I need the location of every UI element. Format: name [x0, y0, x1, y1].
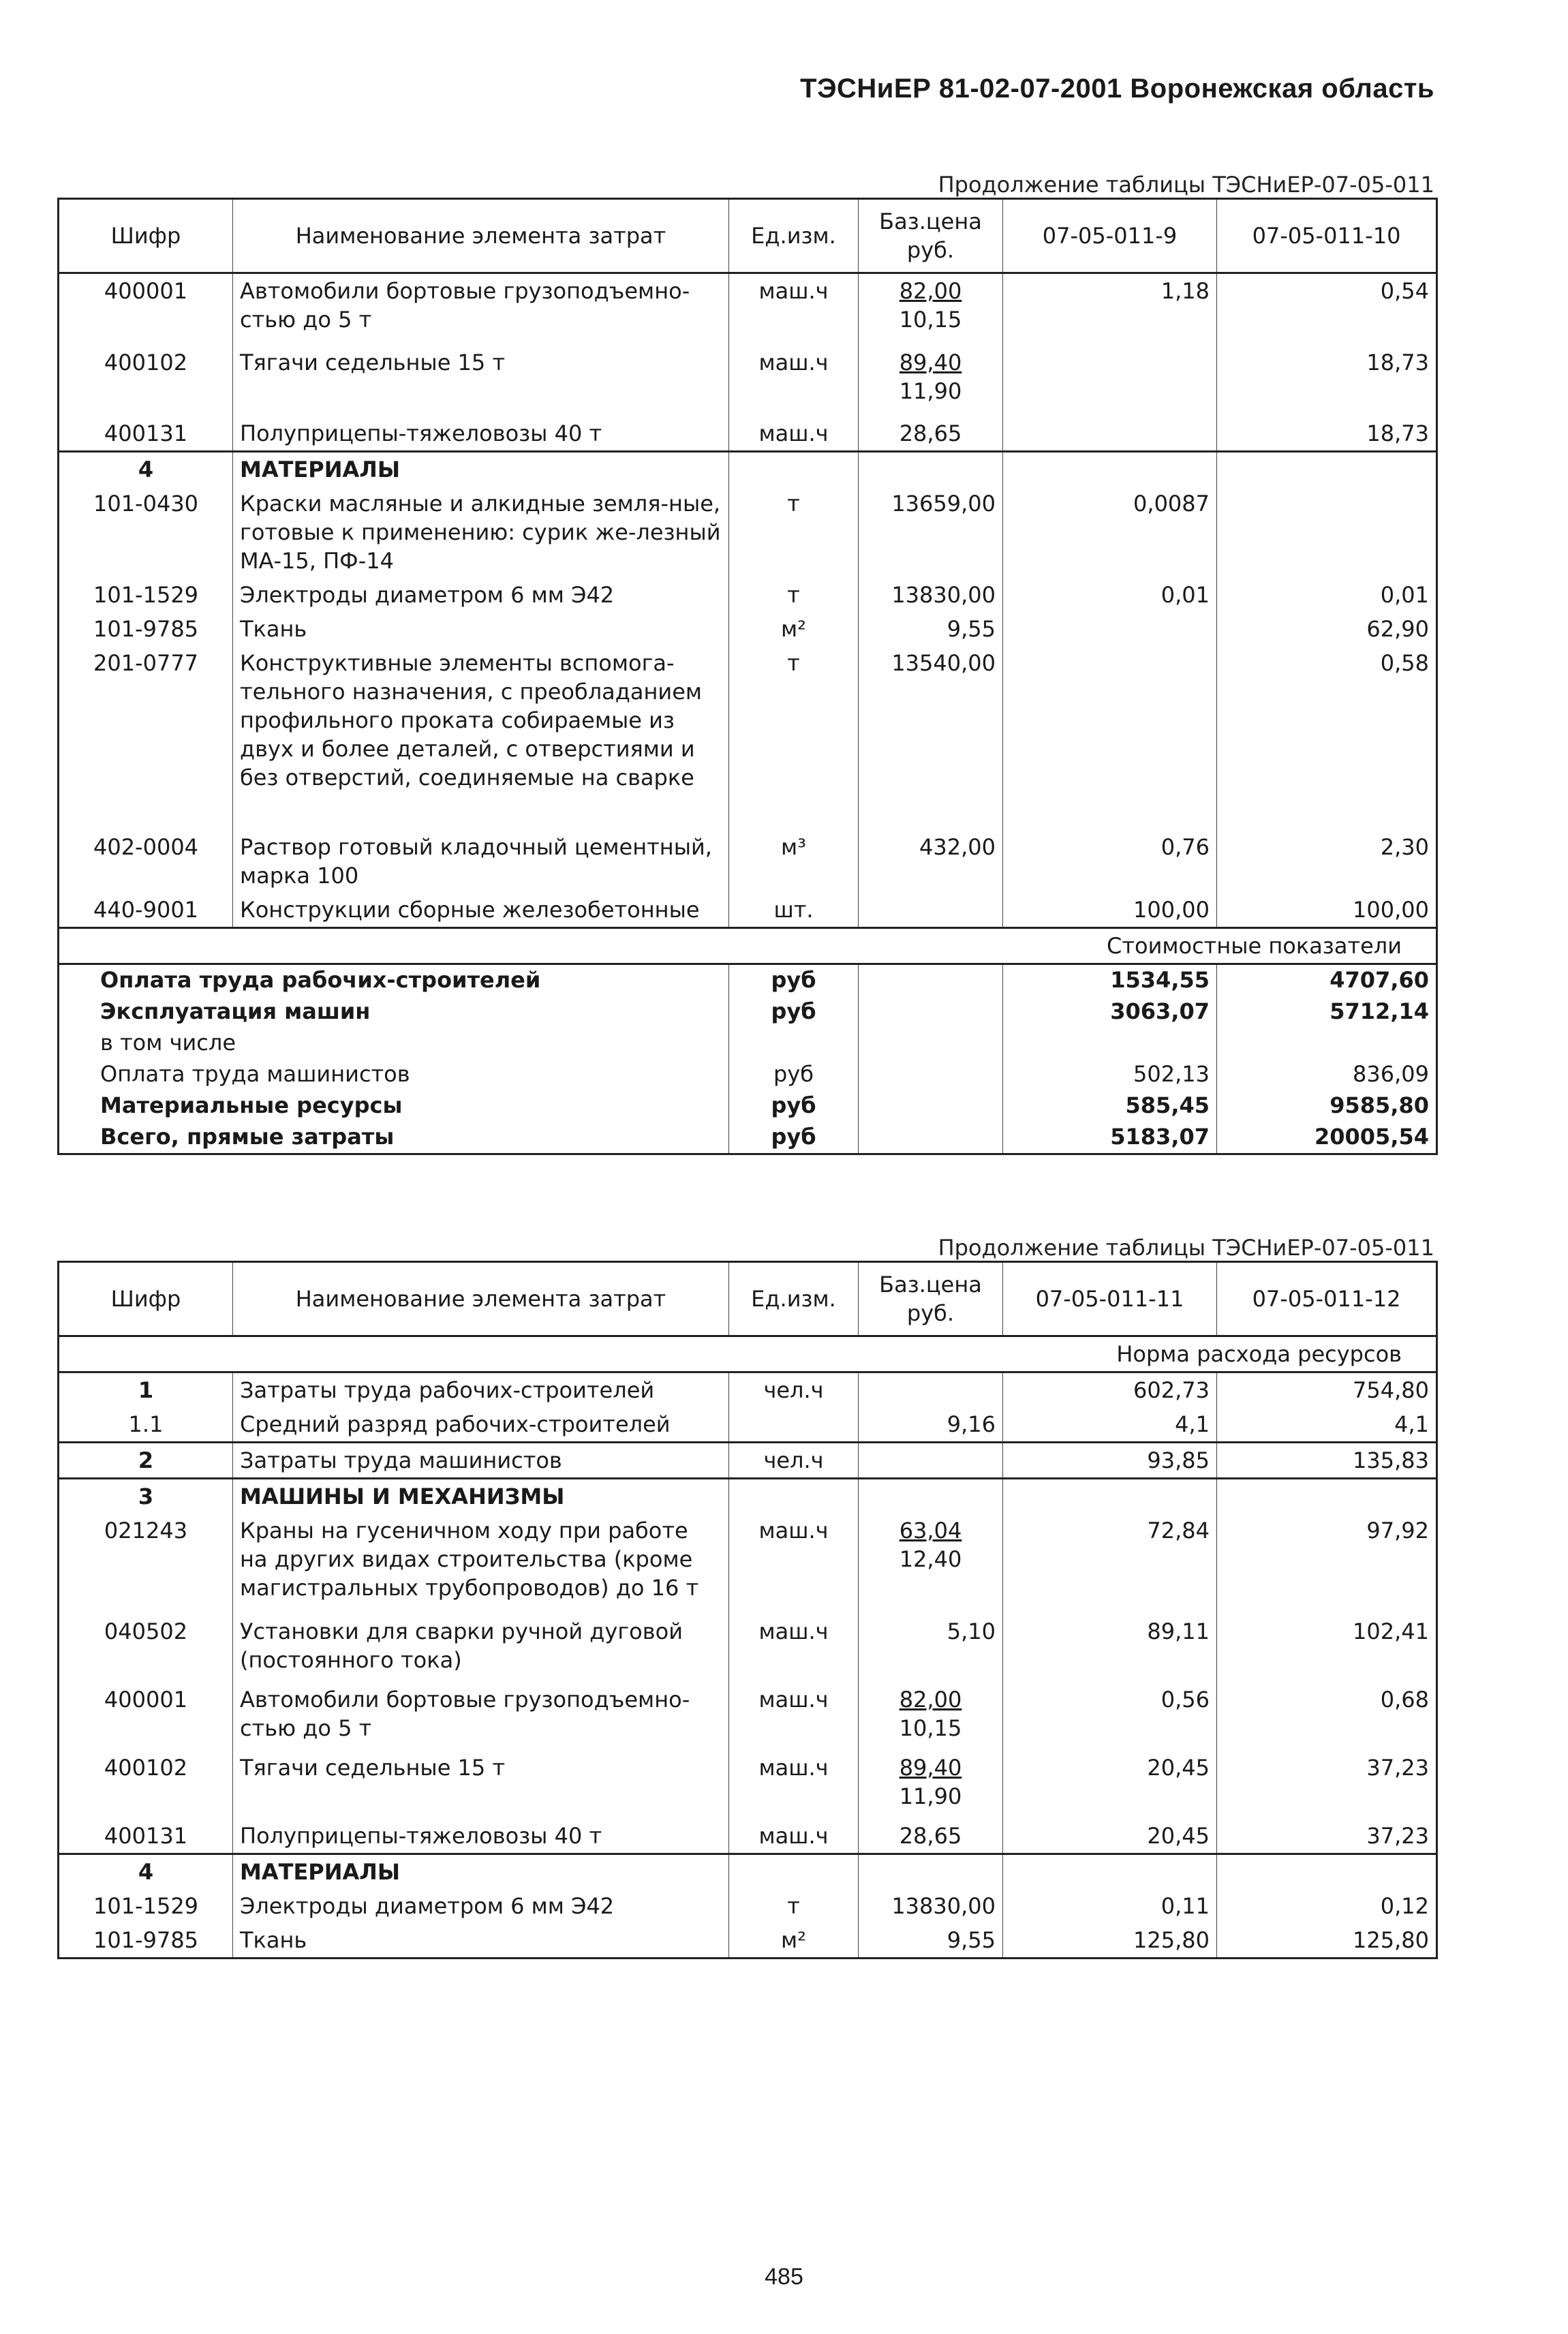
cell-unit: маш.ч — [729, 1819, 859, 1854]
table-row — [59, 346, 1437, 416]
cell-price — [859, 1514, 1003, 1614]
total-unit: руб — [729, 964, 859, 996]
header-unit: Ед.изм. — [729, 1262, 859, 1336]
total-col-a: 502,13 — [1003, 1059, 1217, 1090]
resource-table-2 — [57, 1261, 1438, 1959]
cell-col-b: 4,1 — [1217, 1407, 1437, 1443]
cell-col-a: 93,85 — [1003, 1443, 1217, 1479]
cell-name: Автомобили бортовые грузоподъемно-стью до 5 т — [233, 1683, 729, 1751]
cell-unit: чел.ч — [729, 1443, 859, 1479]
cell-name: Электроды диаметром 6 мм Э42 — [233, 1889, 729, 1923]
totals-row — [59, 1090, 1437, 1122]
header-col-a: 07-05-011-9 — [1003, 199, 1217, 273]
cell-price: 432,00 — [859, 830, 1003, 893]
header-price: Баз.цена руб. — [859, 199, 1003, 273]
cell-unit: маш.ч — [729, 1614, 859, 1683]
cell-unit: т — [729, 487, 859, 578]
total-col-b: 5712,14 — [1217, 996, 1437, 1028]
table-row — [59, 1751, 1437, 1819]
total-label: Эксплуатация машин — [59, 996, 729, 1028]
cell-unit: м³ — [729, 830, 859, 893]
cell-price: 28,65 — [859, 1819, 1003, 1854]
cell-price — [859, 1751, 1003, 1819]
cell-col-b: 2,30 — [1217, 830, 1437, 893]
cell-price: 5,10 — [859, 1614, 1003, 1683]
cell-col-b: 125,80 — [1217, 1923, 1437, 1959]
cell-name: Ткань — [233, 612, 729, 646]
cell-col-b: 37,23 — [1217, 1819, 1437, 1854]
total-unit: руб — [729, 996, 859, 1028]
header-code: Шифр — [59, 199, 233, 273]
total-col-a: 585,45 — [1003, 1090, 1217, 1122]
price-value-2: 11,90 — [899, 1783, 962, 1809]
section-row — [59, 1479, 1437, 1514]
price-value: 63,04 — [899, 1518, 962, 1544]
cell-price: 13830,00 — [859, 1889, 1003, 1923]
cell-col-b — [1217, 487, 1437, 578]
cell-name: Электроды диаметром 6 мм Э42 — [233, 578, 729, 612]
cell-price: 28,65 — [859, 416, 1003, 452]
cell-unit: маш.ч — [729, 1683, 859, 1751]
total-label: Всего, прямые затраты — [59, 1122, 729, 1154]
section-number: 4 — [59, 451, 233, 487]
table-row — [59, 830, 1437, 893]
section-row — [59, 1854, 1437, 1890]
total-col-a: 1534,55 — [1003, 964, 1217, 996]
header-col-a: 07-05-011-11 — [1003, 1262, 1217, 1336]
total-col-b: 9585,80 — [1217, 1090, 1437, 1122]
table-row — [59, 1683, 1437, 1751]
cell-code: 101-1529 — [59, 578, 233, 612]
cell-price: 13540,00 — [859, 646, 1003, 830]
cell-unit: т — [729, 578, 859, 612]
table-row — [59, 1407, 1437, 1443]
total-label: Оплата труда машинистов — [59, 1059, 729, 1090]
cell-code: 040502 — [59, 1614, 233, 1683]
cell-code: 400102 — [59, 346, 233, 416]
price-value-2: 12,40 — [899, 1546, 962, 1572]
cell-name: Ткань — [233, 1923, 729, 1959]
cell-col-a — [1003, 612, 1217, 646]
section-row — [59, 451, 1437, 487]
table-row — [59, 893, 1437, 928]
cell-code: 400001 — [59, 1683, 233, 1751]
cell-unit: м² — [729, 1923, 859, 1959]
table-row — [59, 416, 1437, 452]
cell-code: 400131 — [59, 1819, 233, 1854]
table-row — [59, 487, 1437, 578]
cell-col-b: 97,92 — [1217, 1514, 1437, 1614]
price-value: 82,00 — [899, 1687, 962, 1713]
cell-price — [859, 893, 1003, 928]
cell-unit: маш.ч — [729, 1514, 859, 1614]
table-row — [59, 1372, 1437, 1408]
cell-code: 400131 — [59, 416, 233, 452]
cell-price — [859, 273, 1003, 346]
cell-col-b: 37,23 — [1217, 1751, 1437, 1819]
total-unit: руб — [729, 1090, 859, 1122]
cell-col-b: 100,00 — [1217, 893, 1437, 928]
cell-name: Установки для сварки ручной дуговой (постоянного тока) — [233, 1614, 729, 1683]
cell-price: 13830,00 — [859, 578, 1003, 612]
cell-col-b: 0,68 — [1217, 1683, 1437, 1751]
cell-col-b: 0,58 — [1217, 646, 1437, 830]
price-value: 89,40 — [899, 349, 962, 375]
cell-col-a: 602,73 — [1003, 1372, 1217, 1408]
cell-name: Автомобили бортовые грузоподъемно-стью до 5 т — [233, 273, 729, 346]
cell-col-b: 62,90 — [1217, 612, 1437, 646]
total-unit: руб — [729, 1122, 859, 1154]
table-caption: Продолжение таблицы ТЭСНиЕР-07-05-011 — [938, 172, 1434, 198]
table-row — [59, 1819, 1437, 1854]
cell-price: 9,16 — [859, 1407, 1003, 1443]
cell-code: 440-9001 — [59, 893, 233, 928]
table-row — [59, 578, 1437, 612]
total-col-a: 3063,07 — [1003, 996, 1217, 1028]
cell-price — [859, 1372, 1003, 1408]
cell-price — [859, 1683, 1003, 1751]
total-unit: руб — [729, 1059, 859, 1090]
cost-indicators-header — [59, 927, 1437, 964]
cell-code: 1 — [59, 1372, 233, 1408]
header-name: Наименование элемента затрат — [233, 1262, 729, 1336]
cell-name: Затраты труда рабочих-строителей — [233, 1372, 729, 1408]
header-code: Шифр — [59, 1262, 233, 1336]
total-label: в том числе — [59, 1028, 729, 1059]
cell-price — [859, 346, 1003, 416]
totals-row — [59, 996, 1437, 1028]
cell-name: Краны на гусеничном ходу при работе на других видах строительства (кроме магистральных трубопроводов) до 16 т — [233, 1514, 729, 1614]
page-number: 485 — [765, 2264, 803, 2290]
document-header: ТЭСНиЕР 81-02-07-2001 Воронежская область — [800, 74, 1434, 104]
total-col-a — [1003, 1028, 1217, 1059]
cell-col-a: 4,1 — [1003, 1407, 1217, 1443]
cell-col-a: 100,00 — [1003, 893, 1217, 928]
section-title: МАШИНЫ И МЕХАНИЗМЫ — [233, 1479, 729, 1514]
section-title: МАТЕРИАЛЫ — [233, 451, 729, 487]
price-value: 82,00 — [899, 278, 962, 304]
price-value-2: 10,15 — [899, 1715, 962, 1741]
header-price: Баз.цена руб. — [859, 1262, 1003, 1336]
cell-name: Конструктивные элементы вспомога-тельного назначения, с преобладанием профильного проката собираемые из двух и более деталей, с отверстиями и без отверстий, соединяемые на сварке — [233, 646, 729, 830]
table-row — [59, 612, 1437, 646]
cell-code: 400102 — [59, 1751, 233, 1819]
cell-code: 101-9785 — [59, 1923, 233, 1959]
cell-code: 400001 — [59, 273, 233, 346]
cell-col-a: 20,45 — [1003, 1819, 1217, 1854]
cell-name: Полуприцепы-тяжеловозы 40 т — [233, 1819, 729, 1854]
cell-unit: т — [729, 1889, 859, 1923]
cell-unit: м² — [729, 612, 859, 646]
totals-row — [59, 1122, 1437, 1154]
cell-name: Средний разряд рабочих-строителей — [233, 1407, 729, 1443]
cell-price — [859, 1443, 1003, 1479]
cell-code: 101-9785 — [59, 612, 233, 646]
total-label: Оплата труда рабочих-строителей — [59, 964, 729, 996]
cell-col-a: 0,0087 — [1003, 487, 1217, 578]
table-row — [59, 1614, 1437, 1683]
table-row — [59, 1889, 1437, 1923]
table-row — [59, 646, 1437, 830]
cell-col-b: 754,80 — [1217, 1372, 1437, 1408]
cell-col-b: 18,73 — [1217, 416, 1437, 452]
cell-unit: маш.ч — [729, 273, 859, 346]
total-unit — [729, 1028, 859, 1059]
cell-col-b: 0,12 — [1217, 1889, 1437, 1923]
total-col-b: 836,09 — [1217, 1059, 1437, 1090]
norm-header-label: Норма расхода ресурсов — [59, 1336, 1437, 1372]
cell-unit: чел.ч — [729, 1372, 859, 1408]
table-caption: Продолжение таблицы ТЭСНиЕР-07-05-011 — [938, 1235, 1434, 1261]
totals-row — [59, 1028, 1437, 1059]
cell-unit: маш.ч — [729, 1751, 859, 1819]
cell-code: 021243 — [59, 1514, 233, 1614]
cell-col-a: 1,18 — [1003, 273, 1217, 346]
cell-unit: шт. — [729, 893, 859, 928]
cell-price: 9,55 — [859, 612, 1003, 646]
total-col-b — [1217, 1028, 1437, 1059]
cell-col-b: 135,83 — [1217, 1443, 1437, 1479]
section-number: 3 — [59, 1479, 233, 1514]
cell-name: Краски масляные и алкидные земля-ные, готовые к применению: сурик же-лезный МА-15, ПФ-14 — [233, 487, 729, 578]
cell-col-b: 0,01 — [1217, 578, 1437, 612]
table-row — [59, 1443, 1437, 1479]
cell-name: Тягачи седельные 15 т — [233, 1751, 729, 1819]
cell-name: Раствор готовый кладочный цементный, марка 100 — [233, 830, 729, 893]
total-col-b: 4707,60 — [1217, 964, 1437, 996]
cell-price: 9,55 — [859, 1923, 1003, 1959]
header-unit: Ед.изм. — [729, 199, 859, 273]
cell-name: Конструкции сборные железобетонные — [233, 893, 729, 928]
table-row — [59, 1514, 1437, 1614]
cell-col-a: 72,84 — [1003, 1514, 1217, 1614]
cell-code: 101-1529 — [59, 1889, 233, 1923]
cell-col-a — [1003, 416, 1217, 452]
total-col-b: 20005,54 — [1217, 1122, 1437, 1154]
cell-col-b: 0,54 — [1217, 273, 1437, 346]
cell-col-a: 0,01 — [1003, 578, 1217, 612]
price-value-2: 10,15 — [899, 307, 962, 333]
cell-code: 101-0430 — [59, 487, 233, 578]
cell-name: Затраты труда машинистов — [233, 1443, 729, 1479]
total-label: Материальные ресурсы — [59, 1090, 729, 1122]
cell-unit: маш.ч — [729, 346, 859, 416]
cell-name: Тягачи седельные 15 т — [233, 346, 729, 416]
section-number: 4 — [59, 1854, 233, 1890]
cell-col-a: 20,45 — [1003, 1751, 1217, 1819]
total-col-a: 5183,07 — [1003, 1122, 1217, 1154]
cell-col-a: 125,80 — [1003, 1923, 1217, 1959]
cell-unit — [729, 1407, 859, 1443]
cell-col-a — [1003, 646, 1217, 830]
header-name: Наименование элемента затрат — [233, 199, 729, 273]
cell-name: Полуприцепы-тяжеловозы 40 т — [233, 416, 729, 452]
cell-code: 2 — [59, 1443, 233, 1479]
cell-col-b: 102,41 — [1217, 1614, 1437, 1683]
header-col-b: 07-05-011-12 — [1217, 1262, 1437, 1336]
cell-code: 402-0004 — [59, 830, 233, 893]
norm-header-row — [59, 1336, 1437, 1372]
table-row — [59, 273, 1437, 346]
price-value: 89,40 — [899, 1755, 962, 1781]
cell-col-a: 0,76 — [1003, 830, 1217, 893]
cell-col-b: 18,73 — [1217, 346, 1437, 416]
header-col-b: 07-05-011-10 — [1217, 199, 1437, 273]
cell-col-a — [1003, 346, 1217, 416]
cell-col-a: 89,11 — [1003, 1614, 1217, 1683]
cell-col-a: 0,56 — [1003, 1683, 1217, 1751]
cell-price: 13659,00 — [859, 487, 1003, 578]
cell-code: 1.1 — [59, 1407, 233, 1443]
totals-row — [59, 1059, 1437, 1090]
cost-indicators-label: Стоимостные показатели — [59, 927, 1437, 964]
totals-row — [59, 964, 1437, 996]
table-row — [59, 1923, 1437, 1959]
price-value-2: 11,90 — [899, 378, 962, 404]
cell-unit: т — [729, 646, 859, 830]
cell-col-a: 0,11 — [1003, 1889, 1217, 1923]
cell-unit: маш.ч — [729, 416, 859, 452]
cell-code: 201-0777 — [59, 646, 233, 830]
section-title: МАТЕРИАЛЫ — [233, 1854, 729, 1890]
resource-table-1 — [57, 198, 1438, 1155]
